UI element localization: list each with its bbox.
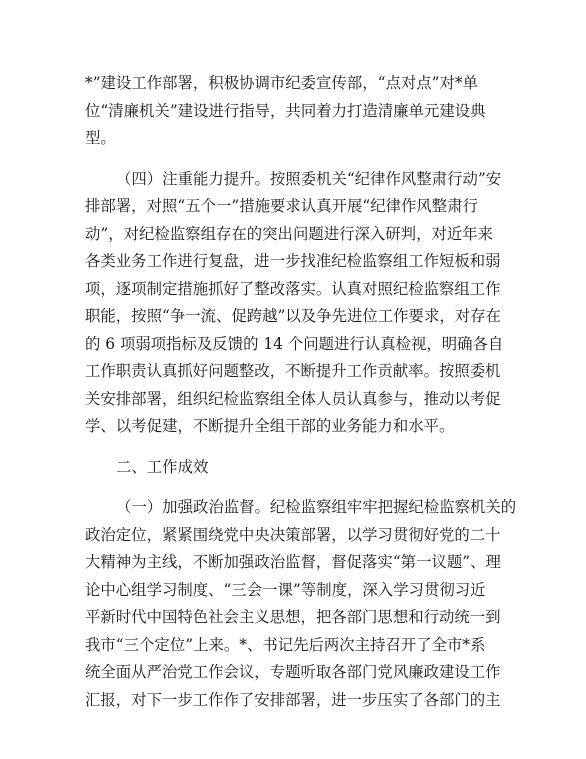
text-line: 大精神为主线，不断加强政治监督，督促落实“第一议题”、理 <box>85 553 501 571</box>
text-line: 政治定位，紧紧围绕党中央决策部署，以学习贯彻好党的二十 <box>85 525 501 544</box>
text-line: 排部署，对照“五个一”措施要求认真开展“纪律作风整肃行 <box>85 197 478 215</box>
text-line: 关安排部署，组织纪检监察组全体人员认真参与，推动以考促 <box>85 389 501 408</box>
text-line: 学、以考促建，不断提升全组干部的业务能力和水平。 <box>85 417 455 435</box>
text-line: 工作职责认真抓好问题整改，不断提升工作贡献率。按照委机 <box>85 362 501 380</box>
text-line: 型。 <box>85 129 116 147</box>
text-line: 各类业务工作进行复盘，进一步找准纪检监察组工作短板和弱 <box>85 252 501 270</box>
document-body <box>85 70 517 714</box>
paragraph-heading-line: （一）加强政治监督。纪检监察组牢牢把握纪检监察机关的 <box>116 498 517 516</box>
text-line: 汇报，对下一步工作作了安排部署，进一步压实了各部门的主 <box>85 690 501 709</box>
text-line: 平新时代中国特色社会主义思想，把各部门思想和行动统一到 <box>85 608 501 626</box>
text-line: 项，逐项制定措施抓好了整改落实。认真对照纪检监察组工作 <box>85 279 501 298</box>
paragraph-heading-line: （四）注重能力提升。按照委机关“纪律作风整肃行动”安 <box>116 169 502 188</box>
text-line: 动”，对纪检监察组存在的突出问题进行深入研判，对近年来 <box>85 224 494 243</box>
text-line: 位“清廉机关”建设进行指导，共同着力打造清廉单元建设典 <box>85 101 486 120</box>
text-line: *”建设工作部署，积极协调市纪委宣传部，“点对点”对*单 <box>85 74 478 92</box>
section-heading: 二、工作成效 <box>116 457 209 476</box>
text-line: 论中心组学习制度、“三会一课”等制度，深入学习贯彻习近 <box>85 580 486 599</box>
text-line: 我市“三个定位”上来。*、书记先后两次主持召开了全市*系 <box>85 635 486 654</box>
text-line: 职能，按照“争一流、促跨越”以及争先进位工作要求，对存在 <box>85 307 501 325</box>
text-line: 统全面从严治党工作会议，专题听取各部门党风廉政建设工作 <box>85 663 501 681</box>
text-line: 的 6 项弱项指标及反馈的 14 个问题进行认真检视，明确各自 <box>85 334 504 353</box>
